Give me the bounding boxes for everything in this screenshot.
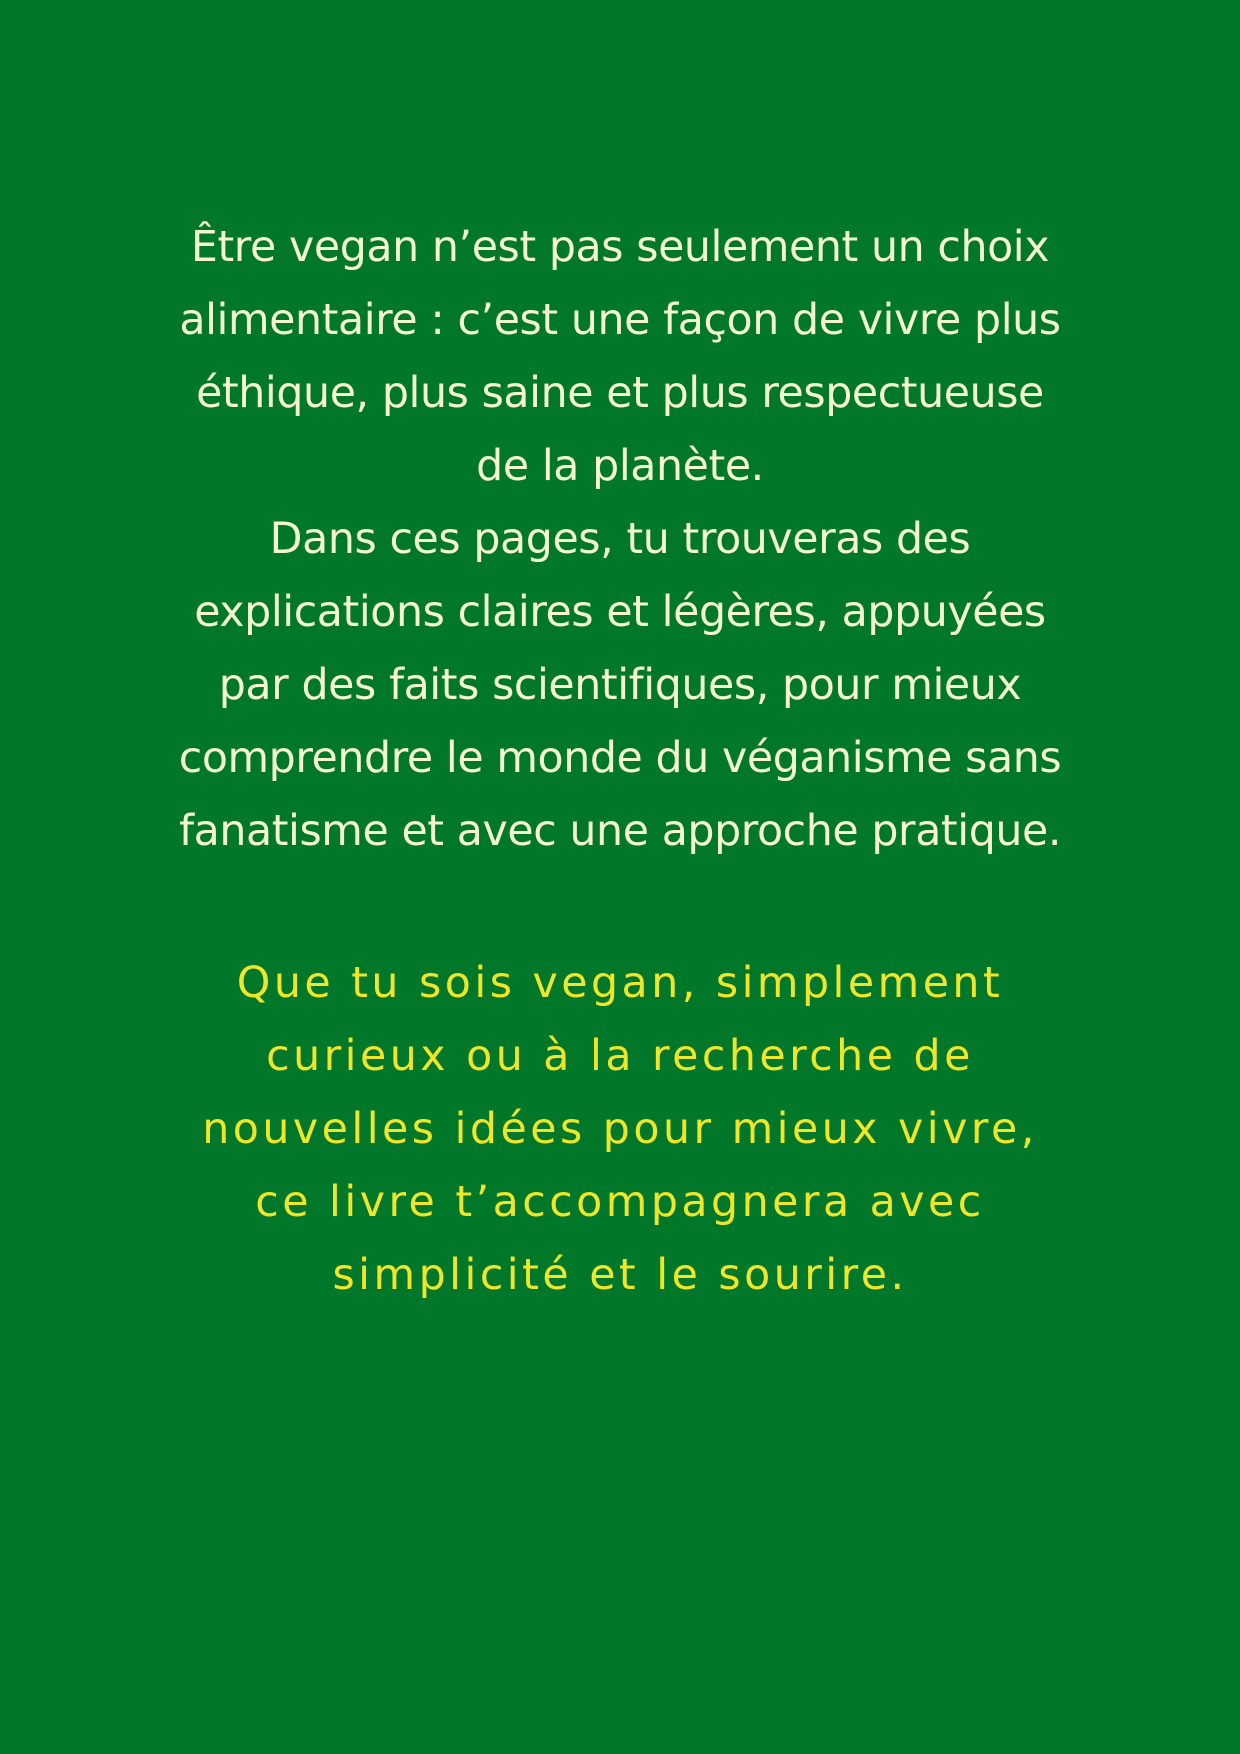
highlight-paragraph (0, 947, 1240, 1312)
intro-line: explications claires et légères, appuyées (194, 587, 1046, 637)
intro-line: comprendre le monde du véganisme sans (178, 733, 1062, 783)
intro-line: fanatisme et avec une approche pratique. (178, 806, 1062, 856)
intro-paragraph (0, 211, 1240, 868)
intro-line: par des faits scientifiques, pour mieux (218, 660, 1022, 710)
intro-line: éthique, plus saine et plus respectueuse (196, 368, 1044, 418)
highlight-line: simplicité et le sourire. (332, 1250, 908, 1300)
intro-line: Être vegan n’est pas seulement un choix (190, 222, 1050, 272)
highlight-line: ce livre t’accompagnera avec (255, 1177, 985, 1227)
highlight-line: Que tu sois vegan, simplement (236, 958, 1004, 1008)
highlight-line: nouvelles idées pour mieux vivre, (202, 1104, 1038, 1154)
intro-line: alimentaire : c’est une façon de vivre plus (179, 295, 1061, 345)
highlight-line: curieux ou à la recherche de (266, 1031, 974, 1081)
intro-line: de la planète. (476, 441, 764, 491)
intro-line: Dans ces pages, tu trouveras des (269, 514, 971, 564)
